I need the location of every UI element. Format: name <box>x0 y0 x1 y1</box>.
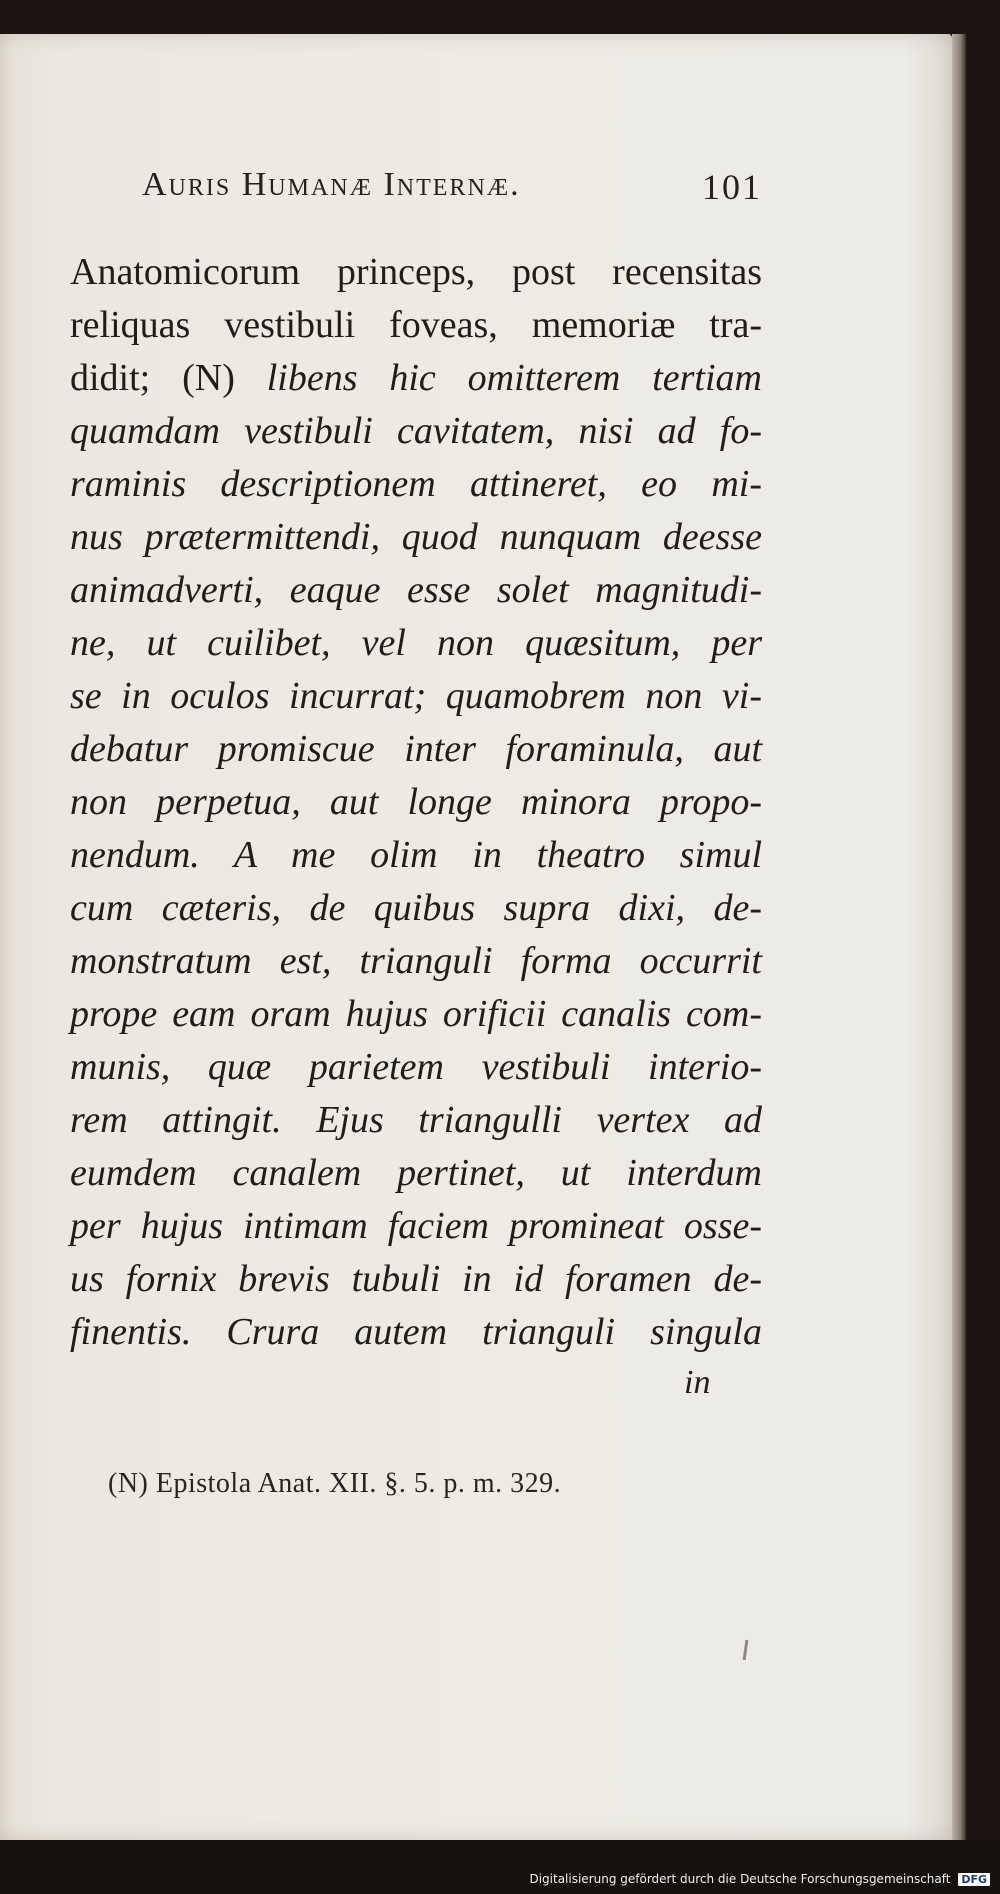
footnote: (N) Epistola Anat. XII. §. 5. p. m. 329. <box>108 1468 562 1499</box>
text-line: reliquas vestibuli foveas, memoriæ tra- <box>70 304 762 346</box>
text-line: rem attingit. Ejus triangulli vertex ad <box>70 1099 762 1141</box>
bottom-strip <box>0 1840 1000 1894</box>
page-edge <box>952 34 966 1840</box>
text-line-roman-part: didit; (N) <box>70 357 267 399</box>
text-line: nendum. A me olim in theatro simul <box>70 834 762 876</box>
text-line: quamdam vestibuli cavitatem, nisi ad fo- <box>70 410 762 452</box>
text-line: se in oculos incurrat; quamobrem non vi- <box>70 675 762 717</box>
text-line: monstratum est, trianguli forma occurrit <box>70 940 762 982</box>
text-line: munis, quæ parietem vestibuli interio- <box>70 1046 762 1088</box>
text-line: cum cæteris, de quibus supra dixi, de- <box>70 887 762 929</box>
book-page <box>0 34 952 1840</box>
pencil-mark <box>743 1640 749 1660</box>
text-line: debatur promiscue inter foraminula, aut <box>70 728 762 770</box>
digitization-credit <box>529 1872 990 1886</box>
text-line <box>70 352 762 405</box>
credit-text: Digitalisierung gefördert durch die Deutsche Forschungsgemeinschaft <box>529 1872 951 1886</box>
text-line: non perpetua, aut longe minora propo- <box>70 781 762 823</box>
page-number: 101 <box>702 167 762 207</box>
running-head: Auris Humanæ Internæ. <box>142 166 521 203</box>
text-line: per hujus intimam faciem promineat osse- <box>70 1205 762 1247</box>
text-line: prope eam oram hujus orificii canalis com- <box>70 993 762 1035</box>
text-line: finentis. Crura autem trianguli singula <box>70 1311 762 1353</box>
catchword: in <box>684 1364 711 1401</box>
text-line: animadverti, eaque esse solet magnitudi- <box>70 569 762 611</box>
dfg-logo-icon: DFG <box>958 1873 990 1886</box>
text-line: raminis descriptionem attineret, eo mi- <box>70 463 762 505</box>
text-line: Anatomicorum princeps, post recensitas <box>70 251 762 293</box>
text-line: nus prætermittendi, quod nunquam deesse <box>70 516 762 558</box>
text-line: ne, ut cuilibet, vel non quæsitum, per <box>70 622 762 664</box>
text-line: us fornix brevis tubuli in id foramen de- <box>70 1258 762 1300</box>
text-line-italic-part: libens hic omitterem tertiam <box>266 357 762 399</box>
page-header <box>142 166 762 216</box>
body-text <box>70 246 762 1359</box>
text-line: eumdem canalem pertinet, ut interdum <box>70 1152 762 1194</box>
